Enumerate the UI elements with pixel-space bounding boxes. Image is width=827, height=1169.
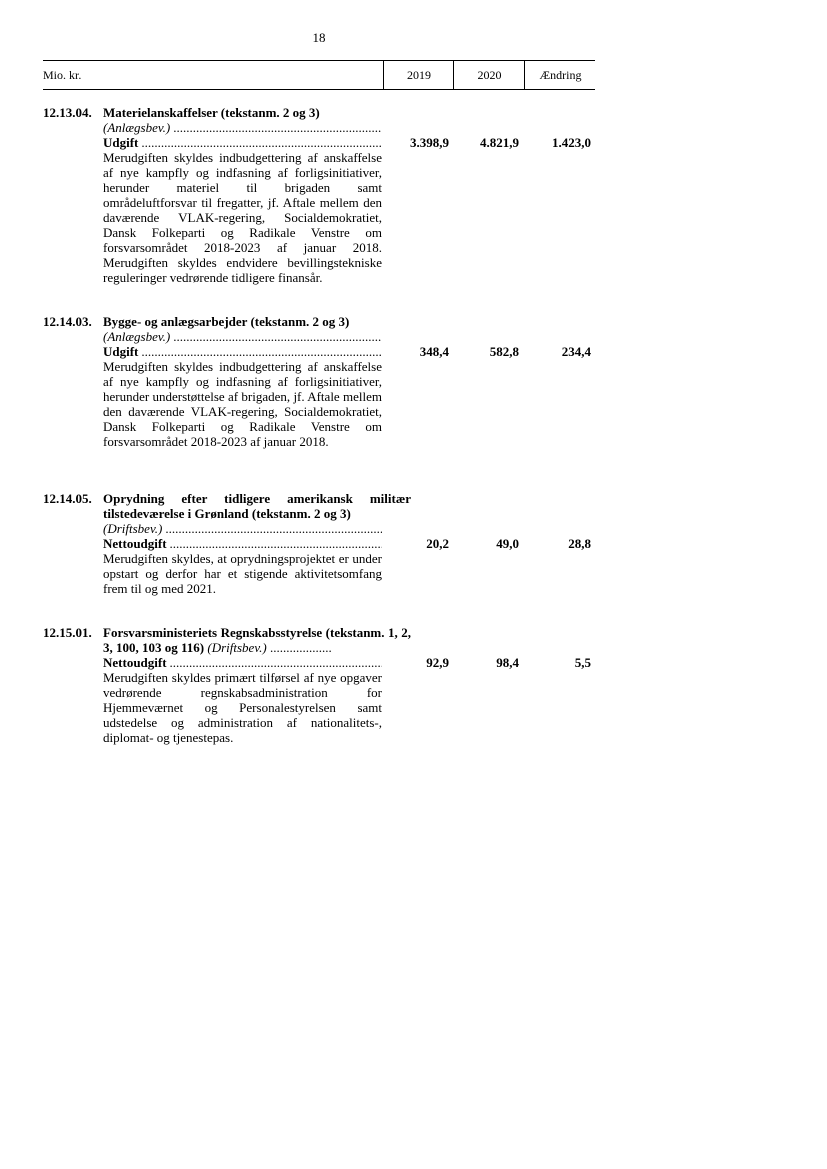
leader-dots [173, 329, 382, 344]
amount-label: Nettoudgift [103, 655, 167, 670]
appropriation-type: (Anlægsbev.) [103, 329, 171, 344]
value-2019: 348,4 [419, 344, 449, 359]
entry-description: Merudgiften skyldes primært tilførsel af nye opgaver vedrørende regnskabsadministration for Hjemmeværnet og Personalestyrelsen samt udstedelse og administration af nationalitets-, diplomat- og tjenestepas. [103, 670, 382, 745]
amount-line [103, 536, 382, 551]
value-2020: 49,0 [496, 536, 519, 551]
leader-dots [141, 135, 382, 150]
entry-body [103, 314, 382, 449]
amount-line [103, 344, 382, 359]
value-2020: 98,4 [496, 655, 519, 670]
unit-label: Mio. kr. [43, 68, 82, 82]
appropriation-type: (Driftsbev.) [103, 521, 163, 536]
amount-label: Nettoudgift [103, 536, 167, 551]
account-code: 12.13.04. [43, 105, 92, 120]
entry-description: Merudgiften skyldes indbudgettering af anskaffelse af nye kampfly og indfasning af forligsinitiativer, herunder understøttelse af brigaden, jf. Aftale mellem den daværende VLAK-regering, Socialdemokratiet, Dansk Folkeparti og Radikale Venstre om forsvarsområdet 2018-2023 af januar 2018. [103, 359, 382, 449]
leader-dots [170, 655, 382, 670]
entry-title: Materielanskaffelser (tekstanm. 2 og 3) [103, 105, 320, 120]
entry-description: Merudgiften skyldes, at oprydningsprojektet er under opstart og derfor har et stigende aktivitetsomfang frem til og med 2021. [103, 551, 382, 596]
leader-dots [170, 536, 382, 551]
entry-title: Bygge- og anlægsarbejder (tekstanm. 2 og 3) [103, 314, 350, 329]
column-change-header: Ændring [524, 61, 596, 89]
entry-body [103, 105, 382, 285]
amount-line [103, 135, 382, 150]
leader-dots [173, 120, 382, 135]
column-2020-header: 2020 [453, 61, 525, 89]
amount-label: Udgift [103, 135, 139, 150]
value-2019: 92,9 [426, 655, 449, 670]
value-2020: 4.821,9 [480, 135, 519, 150]
appropriation-line [103, 120, 382, 135]
entry-title-text: Forsvarsministeriets Regnskabsstyrelse (tekstanm. 1, 2, 3, 100, 103 og 116) [103, 625, 411, 655]
appropriation-line [103, 521, 382, 536]
amount-line [103, 655, 382, 670]
appropriation-type: (Anlægsbev.) [103, 120, 171, 135]
table-header [43, 60, 595, 90]
entry-body [103, 625, 411, 745]
value-change: 28,8 [568, 536, 591, 551]
appropriation-line [103, 329, 382, 344]
entry-title [103, 625, 411, 655]
column-2019-header: 2019 [383, 61, 454, 89]
account-code: 12.14.03. [43, 314, 92, 329]
value-2019: 3.398,9 [410, 135, 449, 150]
value-change: 1.423,0 [552, 135, 591, 150]
appropriation-type: (Driftsbev.) [207, 640, 267, 655]
leader-dots [141, 344, 382, 359]
account-code: 12.14.05. [43, 491, 92, 506]
page-number: 18 [312, 30, 326, 45]
entry-description: Merudgiften skyldes indbudgettering af anskaffelse af nye kampfly og indfasning af forligsinitiativer, herunder materiel til brigaden samt områdeluftforsvar til fregatter, jf. Aftale mellem den daværende VLAK-regering, Socialdemokratiet, Dansk Folkeparti og Radikale Venstre om forsvarsområdet 2018-2023 af januar 2018. Merudgiften skyldes endvidere bevillingstekniske reguleringer vedrørende tidligere finansår. [103, 150, 382, 285]
value-2020: 582,8 [489, 344, 519, 359]
value-2019: 20,2 [426, 536, 449, 551]
leader-dots [165, 521, 382, 536]
value-change: 5,5 [574, 655, 591, 670]
leader-dots: ................... [269, 640, 332, 655]
account-code: 12.15.01. [43, 625, 92, 640]
value-change: 234,4 [561, 344, 591, 359]
entry-title: Oprydning efter tidligere amerikansk militær tilstedeværelse i Grønland (tekstanm. 2 og 3) [103, 491, 411, 521]
entry-body [103, 491, 411, 596]
amount-label: Udgift [103, 344, 139, 359]
